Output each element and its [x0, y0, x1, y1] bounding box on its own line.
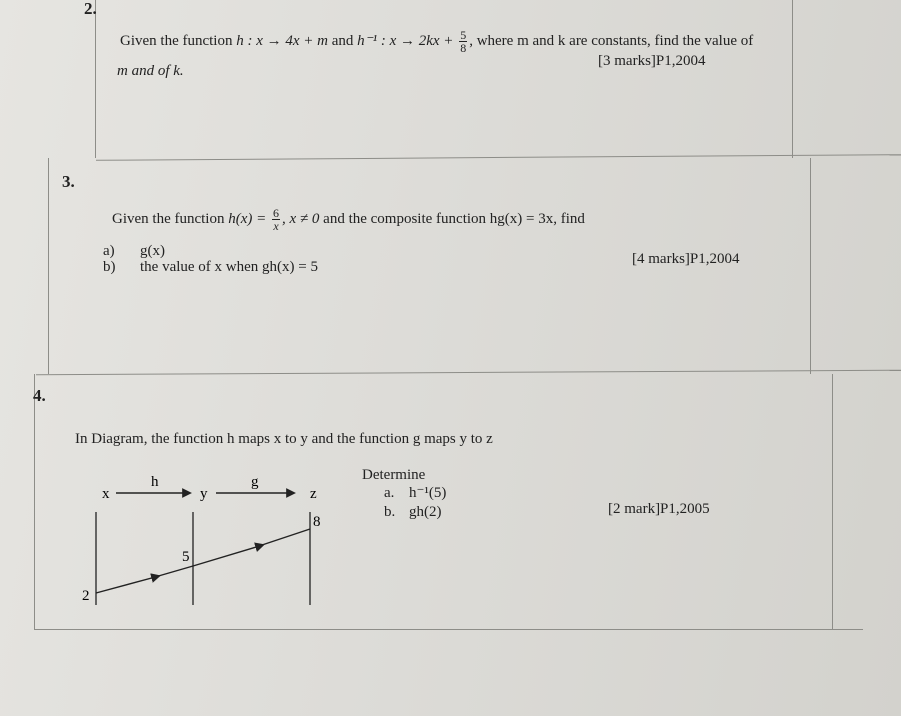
marks-label: [3 marks]P1,2004: [598, 53, 706, 69]
marks-label: [2 mark]P1,2005: [608, 501, 710, 517]
h-definition: h : x → 4x + m: [236, 32, 328, 49]
part-a-label: a): [103, 243, 115, 259]
q2-text-end: , where m and k are constants, find the value of: [469, 32, 754, 49]
question-text-line2: m and of k.: [117, 63, 184, 79]
mapping-line-h-cont: [155, 566, 193, 577]
marks-label: [4 marks]P1,2004: [632, 251, 740, 267]
q3-text-end: and the composite function hg(x) = 3x, find: [319, 210, 585, 227]
label-x: x: [102, 486, 110, 502]
fraction-denominator: 8: [460, 41, 467, 55]
question-number: 3.: [62, 172, 75, 191]
mapping-line-g: [193, 545, 263, 566]
h-definition: h(x) =: [228, 210, 271, 227]
part-a-text: g(x): [140, 243, 165, 259]
mapping-line-g-cont: [259, 529, 310, 546]
value-z: 8: [313, 514, 321, 530]
part-b-label: b): [103, 259, 116, 275]
part-b-label: b.: [384, 504, 396, 520]
condition: , x ≠ 0: [282, 210, 320, 227]
part-a-label: a.: [384, 485, 395, 501]
fraction-numerator: 6: [273, 206, 280, 220]
mapping-line-h: [96, 576, 159, 593]
question-number: 4.: [33, 386, 46, 405]
part-b-text: the value of x when gh(x) = 5: [140, 259, 318, 275]
part-a-text: h⁻¹(5): [409, 485, 447, 501]
label-z: z: [310, 486, 317, 502]
fraction-numerator: 5: [460, 28, 467, 42]
question-number: 2.: [84, 0, 97, 18]
label-y: y: [200, 486, 208, 502]
value-x: 2: [82, 588, 90, 604]
fraction-denominator: x: [273, 219, 279, 233]
label-h: h: [151, 474, 159, 490]
and-text: and: [328, 32, 358, 49]
determine-label: Determine: [362, 467, 426, 483]
question-text: In Diagram, the function h maps x to y and the function g maps y to z: [75, 431, 493, 447]
part-b-text: gh(2): [409, 504, 442, 520]
h-inverse-definition: h⁻¹ : x → 2kx +: [357, 32, 458, 49]
value-y: 5: [182, 549, 190, 565]
label-g: g: [251, 474, 259, 490]
q2-text-start: Given the function: [120, 32, 237, 49]
q3-text-start: Given the function: [112, 210, 229, 227]
